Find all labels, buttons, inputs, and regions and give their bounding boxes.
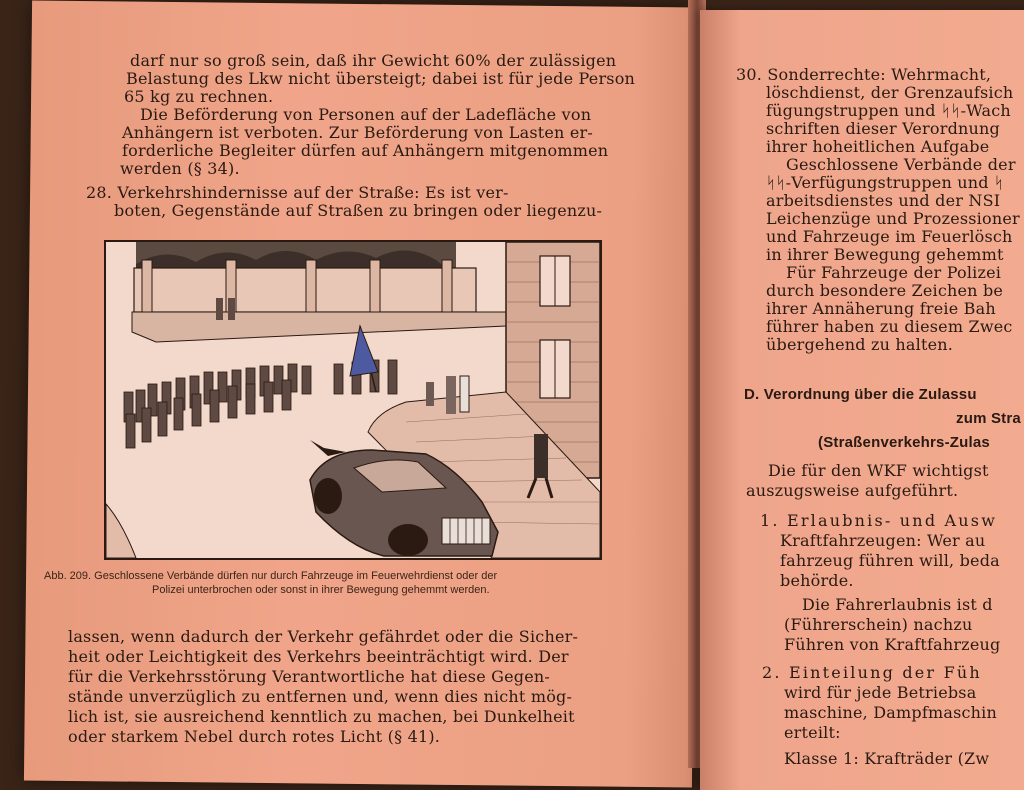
text-line: boten, Gegenstände auf Straßen zu bringen oder liegenzu-: [114, 201, 603, 220]
text-line: werden (§ 34).: [120, 159, 240, 178]
text-line: führer haben zu diesem Zwec: [766, 317, 1013, 336]
text-line: lich ist, sie ausreichend kenntlich zu machen, bei Dunkelheit: [68, 707, 575, 726]
text-line: (Führerschein) nachzu: [784, 615, 973, 634]
text-line: ihrer hoheitlichen Aufgabe: [766, 137, 990, 156]
text-line: fügungstruppen und ᛋᛋ-Wach: [766, 101, 1011, 120]
text-line: 2. Einteilung der Füh: [762, 663, 982, 682]
text-line: durch besondere Zeichen be: [766, 281, 1004, 300]
text-line: übergehend zu halten.: [766, 335, 954, 354]
text-line: Für Fahrzeuge der Polizei: [786, 263, 1002, 282]
text-line: Führen von Kraftfahrzeug: [784, 635, 1001, 654]
text-line: erteilt:: [784, 723, 841, 742]
text-line: Geschlossene Verbände der: [786, 155, 1016, 174]
text-line: heit oder Leichtigkeit des Verkehrs beeinträchtigt wird. Der: [68, 647, 569, 666]
figure-caption: Abb. 209. Geschlossene Verbände dürfen nur durch Fahrzeuge im Feuerwehrdienst oder der: [44, 570, 498, 582]
text-line: 65 kg zu rechnen.: [124, 87, 274, 106]
text-line: schriften dieser Verordnung: [766, 119, 1000, 138]
text-line: wird für jede Betriebsa: [784, 683, 977, 702]
text-line: Die Fahrerlaubnis ist d: [802, 595, 993, 614]
text-line: Kraftfahrzeugen: Wer au: [780, 531, 986, 550]
text-line: 1. Erlaubnis- und Ausw: [760, 511, 998, 530]
section-d-subheading: (Straßenverkehrs-Zulas: [818, 434, 990, 451]
section-28-heading: 28. Verkehrshindernisse auf der Straße: Es ist ver-: [86, 183, 509, 202]
text-line: Belastung des Lkw nicht übersteigt; dabei ist für jede Person: [126, 69, 636, 88]
text-line: darf nur so groß sein, daß ihr Gewicht 60% der zulässigen: [130, 51, 617, 70]
text-line: stände unverzüglich zu entfernen und, wenn dies nicht mög-: [68, 687, 573, 706]
text-line: Anhängern ist verboten. Zur Beförderung von Lasten er-: [122, 123, 593, 142]
text-line: Klasse 1: Krafträder (Zw: [784, 749, 990, 768]
illustration-marching-column: [106, 242, 600, 558]
text-line: in ihrer Bewegung gehemmt: [766, 245, 1004, 264]
text-line: Die für den WKF wichtigst: [768, 461, 989, 480]
section-d-heading: zum Stra: [956, 410, 1021, 427]
text-line: fahrzeug führen will, beda: [780, 551, 1000, 570]
text-line: lassen, wenn dadurch der Verkehr gefährdet oder die Sicher-: [68, 627, 579, 646]
section-d-heading: D. Verordnung über die Zulassu: [744, 386, 977, 403]
text-line: behörde.: [780, 571, 854, 590]
text-line: löschdienst, der Grenzaufsich: [766, 83, 1014, 102]
figure-abb-209: [104, 240, 602, 560]
text-line: ihrer Annäherung freie Bah: [766, 299, 996, 318]
text-line: Die Beförderung von Personen auf der Ladefläche von: [140, 105, 592, 124]
text-line: auszugsweise aufgeführt.: [746, 481, 959, 500]
text-line: arbeitsdienstes und der NSI: [766, 191, 1001, 210]
text-line: maschine, Dampfmaschin: [784, 703, 997, 722]
text-line: und Fahrzeuge im Feuerlösch: [766, 227, 1013, 246]
text-line: oder starkem Nebel durch rotes Licht (§ 41).: [68, 727, 441, 746]
text-line: ᛋᛋ-Verfügungstruppen und ᛋ: [766, 173, 1004, 192]
text-line: forderliche Begleiter dürfen auf Anhängern mitgenommen: [122, 141, 609, 160]
figure-caption: Polizei unterbrochen oder sonst in ihrer Bewegung gehemmt werden.: [152, 584, 490, 596]
text-line: für die Verkehrsstörung Verantwortliche hat diese Gegen-: [68, 667, 551, 686]
text-line: Leichenzüge und Prozessioner: [766, 209, 1020, 228]
section-30-heading: 30. Sonderrechte: Wehrmacht,: [736, 65, 992, 84]
